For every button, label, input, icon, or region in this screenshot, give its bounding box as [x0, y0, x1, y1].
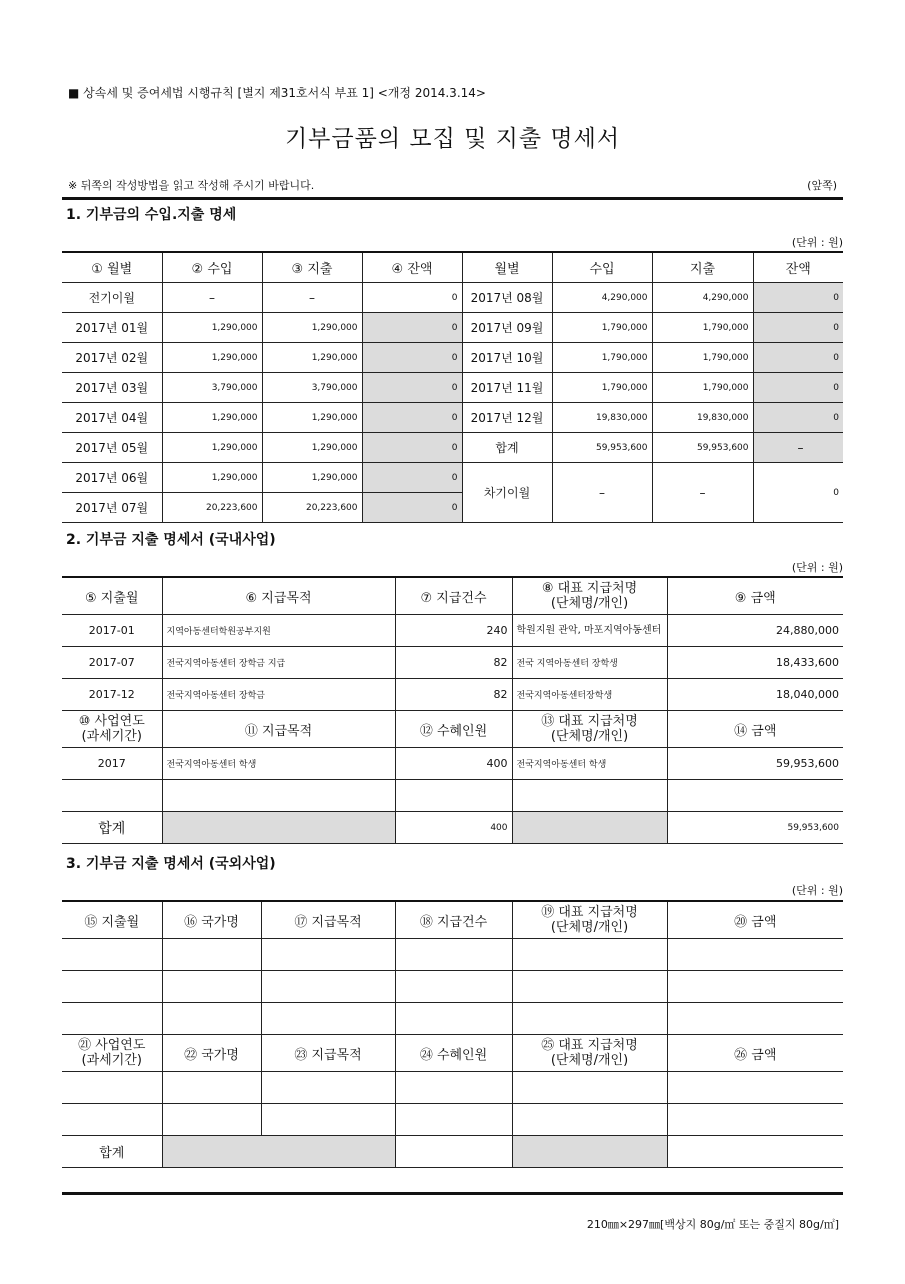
empty-cell [667, 971, 843, 1003]
balance-cell: 0 [362, 463, 462, 493]
col-header-payee [512, 901, 667, 939]
table-row-empty [62, 780, 843, 812]
year-cell: 2017 [62, 748, 162, 780]
balance-cell: 0 [362, 373, 462, 403]
empty-cell [667, 939, 843, 971]
balance-cell: 0 [753, 403, 843, 433]
expense-cell: 1,790,000 [652, 373, 753, 403]
total-expense-cell: 59,953,600 [652, 433, 753, 463]
payee-cell: 학원지원 관악, 마포지역아동센터 [512, 615, 667, 647]
regulation-header: ■ 상속세 및 증여세법 시행규칙 [별지 제31호서식 부표 1] <개정 2014.3.14> [68, 86, 486, 100]
table-row-empty [62, 1003, 843, 1035]
table-row [62, 748, 843, 780]
empty-cell [62, 1072, 162, 1104]
empty-cell [667, 780, 843, 812]
empty-cell [62, 1104, 162, 1136]
col-header-month-2: 월별 [462, 252, 552, 283]
count-cell: 400 [395, 748, 512, 780]
empty-cell [162, 1104, 261, 1136]
total-gray-cell [162, 1136, 395, 1168]
month-cell: 2017년 03월 [62, 373, 162, 403]
col-header-payee-line2: (단체명/개인) [550, 920, 629, 935]
month-cell: 2017년 12월 [462, 403, 552, 433]
col-header-amount: ⑨ 금액 [667, 577, 843, 615]
expense-cell: 3,790,000 [262, 373, 362, 403]
month-cell: 2017년 02월 [62, 343, 162, 373]
total-payee-cell [512, 812, 667, 844]
empty-cell [261, 1003, 395, 1035]
table-row [62, 373, 843, 403]
empty-cell [261, 1072, 395, 1104]
col-header-income: ② 수입 [162, 252, 262, 283]
balance-cell: 0 [753, 283, 843, 313]
top-rule [62, 197, 843, 200]
col-header-amount-2: ㉖ 금액 [667, 1035, 843, 1072]
section3-title: 3. 기부금 지출 명세서 (국외사업) [66, 856, 276, 872]
empty-cell [162, 971, 261, 1003]
table-row [62, 647, 843, 679]
total-amount: 59,953,600 [667, 812, 843, 844]
carry-label-cell: 차기이월 [462, 463, 552, 523]
expense-cell: – [262, 283, 362, 313]
empty-cell [512, 939, 667, 971]
total-label-cell: 합계 [462, 433, 552, 463]
col-header-income-2: 수입 [552, 252, 652, 283]
col-header-purpose-2: ⑪ 지급목적 [162, 711, 395, 748]
count-cell: 240 [395, 615, 512, 647]
total-count-cell [395, 1136, 512, 1168]
balance-cell: 0 [362, 403, 462, 433]
empty-cell [512, 971, 667, 1003]
table-row [62, 463, 843, 493]
balance-cell: 0 [753, 373, 843, 403]
col-header-country: ⑯ 국가명 [162, 901, 261, 939]
amount-cell: 59,953,600 [667, 748, 843, 780]
empty-cell [395, 1104, 512, 1136]
count-cell: 82 [395, 679, 512, 711]
section2-subheader-row [62, 711, 843, 748]
empty-cell [667, 1104, 843, 1136]
month-cell: 2017년 10월 [462, 343, 552, 373]
amount-cell: 18,040,000 [667, 679, 843, 711]
section1-header-row [62, 252, 843, 283]
amount-cell: 18,433,600 [667, 647, 843, 679]
expense-cell: 1,790,000 [652, 343, 753, 373]
empty-cell [395, 939, 512, 971]
section2-unit: (단위 : 원) [791, 561, 843, 574]
col-header-balance: ④ 잔액 [362, 252, 462, 283]
total-count: 400 [395, 812, 512, 844]
col-header-beneficiaries: ⑫ 수혜인원 [395, 711, 512, 748]
col-header-beneficiaries: ㉔ 수혜인원 [395, 1035, 512, 1072]
col-header-payee [512, 577, 667, 615]
month-cell: 2017년 07월 [62, 493, 162, 523]
balance-cell: 0 [362, 433, 462, 463]
col-header-year-line1: ⑩ 사업연도 [78, 714, 145, 729]
empty-cell [667, 1072, 843, 1104]
col-header-payee2-line1: ⑬ 대표 지급처명 [541, 714, 638, 729]
col-header-count: ⑱ 지급건수 [395, 901, 512, 939]
section3-unit: (단위 : 원) [791, 884, 843, 897]
col-header-payee-line2: (단체명/개인) [550, 596, 629, 611]
section3-header-row [62, 901, 843, 939]
col-header-month: ⑮ 지출월 [62, 901, 162, 939]
section2-header-row [62, 577, 843, 615]
table-row-empty [62, 939, 843, 971]
col-header-expense: ③ 지출 [262, 252, 362, 283]
empty-cell [162, 780, 395, 812]
expense-cell: 1,290,000 [262, 313, 362, 343]
col-header-payee2-line1: ㉕ 대표 지급처명 [541, 1038, 638, 1053]
col-header-month: ⑤ 지출월 [62, 577, 162, 615]
month-cell: 2017년 05월 [62, 433, 162, 463]
balance-cell: 0 [362, 283, 462, 313]
domestic-expense-table [62, 576, 843, 844]
expense-cell: 4,290,000 [652, 283, 753, 313]
empty-cell [62, 971, 162, 1003]
col-header-purpose-2: ㉓ 지급목적 [261, 1035, 395, 1072]
expense-cell: 1,790,000 [652, 313, 753, 343]
balance-cell: 0 [362, 493, 462, 523]
income-cell: 1,290,000 [162, 403, 262, 433]
total-amount-cell [667, 1136, 843, 1168]
section1-title: 1. 기부금의 수입.지출 명세 [66, 207, 237, 223]
month-cell: 2017-07 [62, 647, 162, 679]
payee-cell: 전국지역아동센터 학생 [512, 748, 667, 780]
col-header-year-line2: (과세기간) [81, 1053, 142, 1068]
empty-cell [512, 1072, 667, 1104]
empty-cell [162, 1003, 261, 1035]
income-cell: – [162, 283, 262, 313]
empty-cell [512, 1003, 667, 1035]
total-label: 합계 [62, 812, 162, 844]
col-header-country-2: ㉒ 국가명 [162, 1035, 261, 1072]
income-expense-table [62, 251, 843, 523]
table-row [62, 283, 843, 313]
col-header-payee-line1: ⑧ 대표 지급처명 [541, 581, 638, 596]
col-header-payee2-line2: (단체명/개인) [550, 729, 629, 744]
col-header-year-line1: ㉑ 사업연도 [78, 1038, 146, 1053]
col-header-payee-2 [512, 711, 667, 748]
col-header-amount: ⑳ 금액 [667, 901, 843, 939]
bottom-rule [62, 1192, 843, 1195]
total-purpose-cell [162, 812, 395, 844]
col-header-expense-2: 지출 [652, 252, 753, 283]
carry-expense-cell: – [652, 463, 753, 523]
table-row [62, 679, 843, 711]
expense-cell: 1,290,000 [262, 463, 362, 493]
page-title: 기부금품의 모집 및 지출 명세서 [284, 126, 621, 152]
total-balance-cell: – [753, 433, 843, 463]
col-header-purpose: ⑥ 지급목적 [162, 577, 395, 615]
income-cell: 1,290,000 [162, 463, 262, 493]
col-header-payee2-line2: (단체명/개인) [550, 1053, 629, 1068]
income-cell: 1,790,000 [552, 343, 652, 373]
table-row-empty [62, 971, 843, 1003]
empty-cell [162, 939, 261, 971]
expense-cell: 20,223,600 [262, 493, 362, 523]
col-header-amount-2: ⑭ 금액 [667, 711, 843, 748]
col-header-payee-line1: ⑲ 대표 지급처명 [541, 905, 638, 920]
table-row [62, 313, 843, 343]
month-cell: 2017년 09월 [462, 313, 552, 343]
income-cell: 1,290,000 [162, 343, 262, 373]
table-row-empty [62, 1072, 843, 1104]
purpose-cell: 지역아동센터학원공부지원 [162, 615, 395, 647]
section2-title: 2. 기부금 지출 명세서 (국내사업) [66, 532, 276, 548]
income-cell: 4,290,000 [552, 283, 652, 313]
section3-subheader-row [62, 1035, 843, 1072]
empty-cell [395, 971, 512, 1003]
payee-cell: 전국지역아동센터장학생 [512, 679, 667, 711]
expense-cell: 1,290,000 [262, 343, 362, 373]
paper-spec: 210㎜×297㎜[백상지 80g/㎡ 또는 중질지 80g/㎡] [586, 1218, 839, 1231]
col-header-year [62, 711, 162, 748]
overseas-expense-table [62, 900, 843, 1168]
empty-cell [395, 1072, 512, 1104]
empty-cell [261, 971, 395, 1003]
month-cell: 2017-01 [62, 615, 162, 647]
empty-cell [62, 1003, 162, 1035]
col-header-year [62, 1035, 162, 1072]
table-row [62, 433, 843, 463]
month-cell: 2017년 11월 [462, 373, 552, 403]
total-income-cell: 59,953,600 [552, 433, 652, 463]
empty-cell [261, 939, 395, 971]
month-cell: 2017년 08월 [462, 283, 552, 313]
purpose-cell: 전국지역아동센터 학생 [162, 748, 395, 780]
col-header-payee-2 [512, 1035, 667, 1072]
col-header-count: ⑦ 지급건수 [395, 577, 512, 615]
col-header-balance-2: 잔액 [753, 252, 843, 283]
income-cell: 1,790,000 [552, 313, 652, 343]
table-row-empty [62, 1104, 843, 1136]
amount-cell: 24,880,000 [667, 615, 843, 647]
expense-cell: 1,290,000 [262, 403, 362, 433]
empty-cell [667, 1003, 843, 1035]
expense-cell: 19,830,000 [652, 403, 753, 433]
month-cell: 전기이월 [62, 283, 162, 313]
col-header-purpose: ⑰ 지급목적 [261, 901, 395, 939]
empty-cell [162, 1072, 261, 1104]
balance-cell: 0 [362, 343, 462, 373]
purpose-cell: 전국지역아동센터 장학금 지급 [162, 647, 395, 679]
empty-cell [261, 1104, 395, 1136]
income-cell: 1,290,000 [162, 313, 262, 343]
income-cell: 20,223,600 [162, 493, 262, 523]
carry-income-cell: – [552, 463, 652, 523]
balance-cell: 0 [362, 313, 462, 343]
col-header-year-line2: (과세기간) [81, 729, 142, 744]
table-row [62, 403, 843, 433]
empty-cell [395, 1003, 512, 1035]
balance-cell: 0 [753, 313, 843, 343]
month-cell: 2017년 01월 [62, 313, 162, 343]
purpose-cell: 전국지역아동센터 장학금 [162, 679, 395, 711]
section1-unit: (단위 : 원) [791, 236, 843, 249]
empty-cell [512, 1104, 667, 1136]
payee-cell: 전국 지역아동센터 장학생 [512, 647, 667, 679]
instruction-notice: ※ 뒤쪽의 작성방법을 읽고 작성해 주시기 바랍니다. [68, 179, 315, 192]
empty-cell [62, 780, 162, 812]
total-payee-cell [512, 1136, 667, 1168]
income-cell: 1,290,000 [162, 433, 262, 463]
empty-cell [395, 780, 512, 812]
income-cell: 3,790,000 [162, 373, 262, 403]
expense-cell: 1,290,000 [262, 433, 362, 463]
balance-cell: 0 [753, 343, 843, 373]
income-cell: 19,830,000 [552, 403, 652, 433]
empty-cell [62, 939, 162, 971]
empty-cell [512, 780, 667, 812]
page-side-label: (앞쪽) [807, 179, 837, 192]
count-cell: 82 [395, 647, 512, 679]
total-label: 합계 [62, 1136, 162, 1168]
table-row [62, 343, 843, 373]
month-cell: 2017년 06월 [62, 463, 162, 493]
total-row [62, 812, 843, 844]
month-cell: 2017년 04월 [62, 403, 162, 433]
month-cell: 2017-12 [62, 679, 162, 711]
carry-balance-cell: 0 [753, 463, 843, 523]
total-row [62, 1136, 843, 1168]
income-cell: 1,790,000 [552, 373, 652, 403]
table-row [62, 615, 843, 647]
col-header-month: ① 월별 [62, 252, 162, 283]
